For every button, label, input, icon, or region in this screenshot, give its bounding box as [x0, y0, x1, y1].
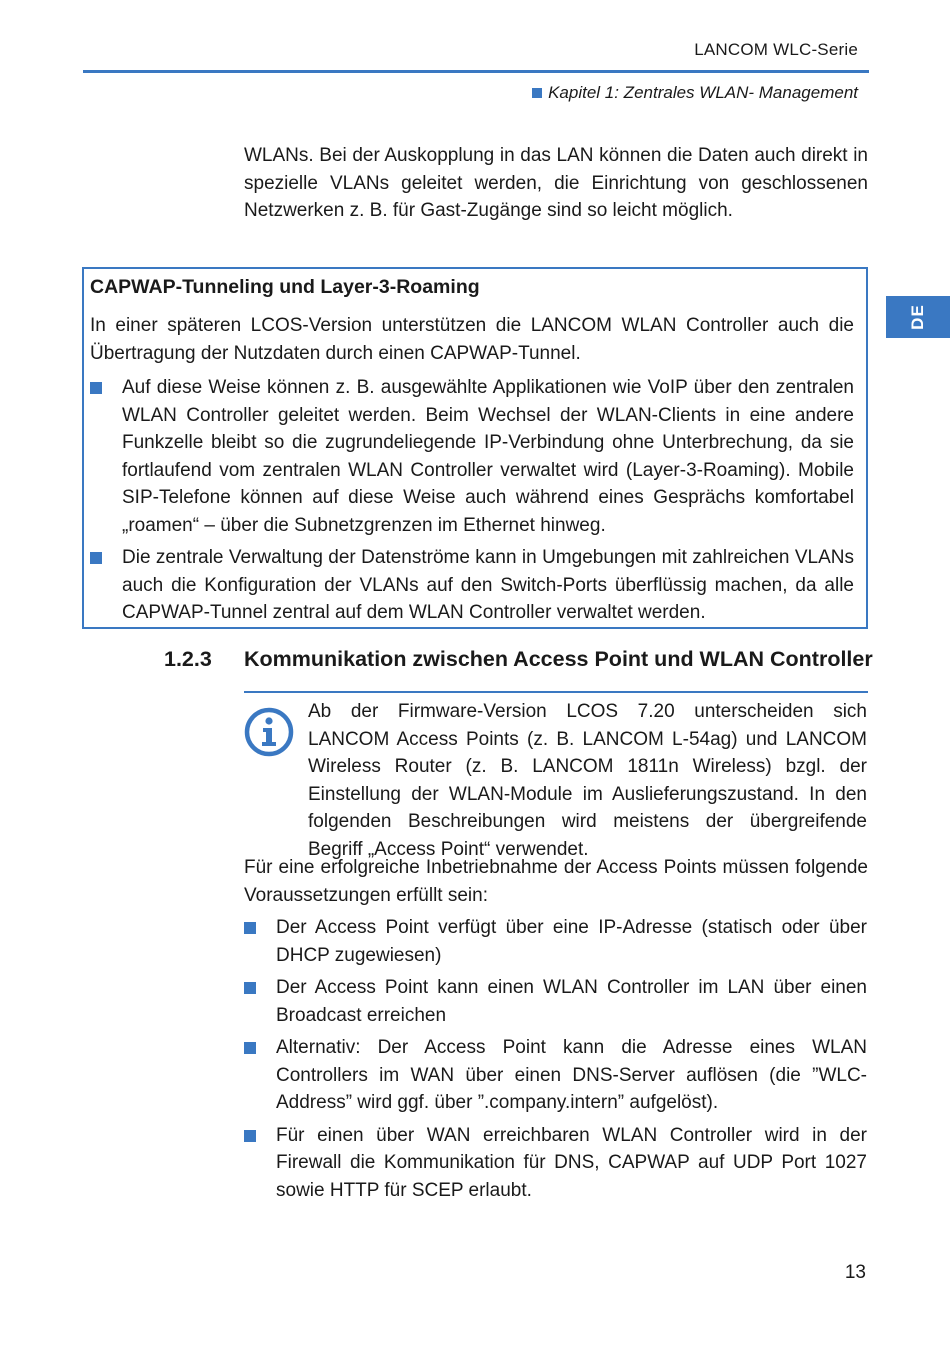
square-bullet-icon [244, 982, 256, 994]
section-rule [244, 691, 868, 693]
chapter-heading [532, 83, 858, 103]
list-item [90, 374, 854, 539]
language-tab [886, 296, 950, 338]
list-item [90, 544, 854, 627]
list-item-text: Der Access Point verfügt über eine IP-Adresse (statisch oder über DHCP zugewiesen) [276, 917, 867, 966]
info-box-title: CAPWAP-Tunneling und Layer-3-Roaming [90, 276, 480, 298]
section-number: 1.2.3 [164, 647, 212, 671]
square-bullet-icon [244, 1130, 256, 1142]
info-box-list [90, 374, 854, 632]
list-item [244, 1034, 868, 1117]
square-bullet-icon [244, 1042, 256, 1054]
square-bullet-icon [532, 88, 542, 98]
requirements-intro: Für eine erfolgreiche Inbetriebnahme der Access Points müssen folgende Voraussetzungen erfüllt sein: [244, 857, 868, 906]
intro-paragraph: WLANs. Bei der Auskopplung in das LAN können die Daten auch direkt in spezielle VLANs geleitet werden, die Einrichtung von geschlossenen Netzwerken z. B. für Gast-Zugänge sind so leicht möglich. [244, 145, 868, 221]
list-item-text: Der Access Point kann einen WLAN Controller im LAN über einen Broadcast erreichen [276, 977, 867, 1026]
requirements-list [244, 914, 868, 1209]
list-item [244, 914, 868, 969]
list-item-text: Auf diese Weise können z. B. ausgewählte Applikationen wie VoIP über den zentralen WLAN Controller geleitet werden. Beim Wechsel der WLAN-Clients in eine andere Funkzelle bleibt so die zugrundeliegende IP-Verbindung ohne Unterbrechung, da sie fortlaufend vom zentralen WLAN Controller verwaltet wird (Layer-3-Roaming). Mobile SIP-Telefone können auf diese Weise auch während eines Gesprächs komfortabel „roamen“ – über die Subnetzgrenzen im Ethernet hinweg. [122, 377, 854, 536]
list-item-text: Die zentrale Verwaltung der Datenströme kann in Umgebungen mit zahlreichen VLANs auch die Konfiguration der VLANs auf den Switch-Ports überflüssig machen, da alle CAPWAP-Tunnel zentral auf dem WLAN Controller verwaltet werden. [122, 547, 854, 623]
list-item [244, 974, 868, 1029]
running-header-title: LANCOM WLC-Serie [694, 40, 858, 59]
chapter-label: Kapitel 1: Zentrales WLAN- Management [548, 83, 858, 102]
info-icon [243, 706, 295, 758]
section-title: Kommunikation zwischen Access Point und WLAN Controller [244, 647, 873, 671]
page-number: 13 [844, 1262, 866, 1283]
info-note-text: Ab der Firmware-Version LCOS 7.20 unterscheiden sich LANCOM Access Points (z. B. LANCOM L-54ag) und LANCOM Wireless Router (z. B. LANCOM 1811n Wireless) bzgl. der Einstellung der WLAN-Module im Auslieferungszustand. In den folgenden Beschreibungen wird meistens der übergreifende Begriff „Access Point“ verwendet. [308, 701, 867, 860]
list-item-text: Alternativ: Der Access Point kann die Adresse eines WLAN Controllers im WAN über einen DNS-Server auflösen (die ”WLC-Address” wird ggf. über ”.company.intern” aufgelöst). [276, 1037, 867, 1113]
header-rule [83, 70, 869, 73]
list-item-text: Für einen über WAN erreichbaren WLAN Controller wird in der Firewall die Kommunikation für DNS, CAPWAP auf UDP Port 1027 sowie HTTP für SCEP erlaubt. [276, 1124, 867, 1201]
info-box-intro: In einer späteren LCOS-Version unterstützen die LANCOM WLAN Controller auch die Übertragung der Nutzdaten durch einen CAPWAP-Tunnel. [90, 315, 854, 364]
language-tab-label: DE [908, 304, 927, 330]
square-bullet-icon [244, 922, 256, 934]
list-item [244, 1122, 868, 1205]
square-bullet-icon [90, 552, 102, 564]
square-bullet-icon [90, 382, 102, 394]
